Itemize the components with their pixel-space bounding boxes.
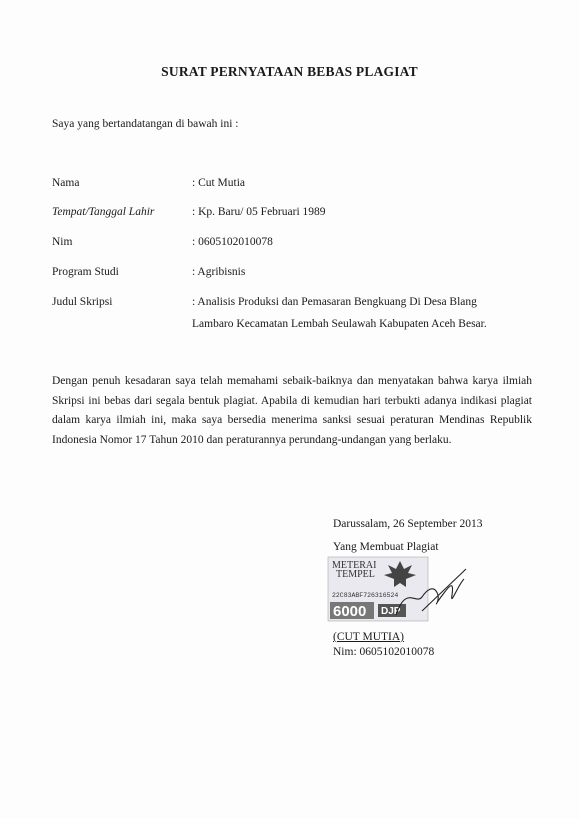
field-label: Program Studi — [52, 266, 119, 278]
field-value: : Kp. Baru/ 05 Februari 1989 — [192, 206, 326, 218]
stamp-line1: METERAI — [332, 560, 377, 571]
stamp-amount: 6000 — [333, 603, 367, 620]
stamp-graphic — [326, 555, 476, 627]
document-title: SURAT PERNYATAAN BEBAS PLAGIAT — [161, 64, 418, 79]
signer-nim: Nim: 0605102010078 — [333, 646, 435, 658]
signer-role: Yang Membuat Plagiat — [333, 541, 439, 553]
meterai-stamp — [326, 555, 436, 625]
statement-paragraph: Dengan penuh kesadaran saya telah memahami sebaik-baiknya dan menyatakan bahwa karya ilmiah Skripsi ini bebas dari segala bentuk plagiat. Apabila di kemudian hari terbukti adanya indikasi plagiat dalam karya ilmiah ini, maka saya bersedia menerima sanksi sesuai peraturan Mendinas Republik Indonesia Nomor 17 Tahun 2010 dan peraturannya perundang-undangan yang berlaku. — [52, 375, 532, 446]
field-label: Tempat/Tanggal Lahir — [52, 206, 155, 218]
intro-text: Saya yang bertandatangan di bawah ini : — [52, 118, 239, 130]
field-value: : Cut Mutia — [192, 177, 246, 189]
field-value-line2: Lambaro Kecamatan Lembah Seulawah Kabupaten Aceh Besar. — [192, 318, 487, 330]
stamp-code: 22C83ABF726316524 — [332, 592, 399, 599]
field-value: : Agribisnis — [192, 266, 246, 278]
field-value: : 0605102010078 — [192, 236, 273, 248]
signer-name: (CUT MUTIA) — [333, 631, 405, 643]
place-date: Darussalam, 26 September 2013 — [333, 518, 483, 530]
field-label: Nim — [52, 236, 73, 248]
field-label: Judul Skripsi — [52, 296, 113, 308]
stamp-line2: TEMPEL — [336, 569, 375, 580]
field-value: : Analisis Produksi dan Pemasaran Bengkuang Di Desa Blang — [192, 296, 477, 308]
field-label: Nama — [52, 177, 80, 189]
stamp-brand: DJP — [381, 606, 401, 617]
